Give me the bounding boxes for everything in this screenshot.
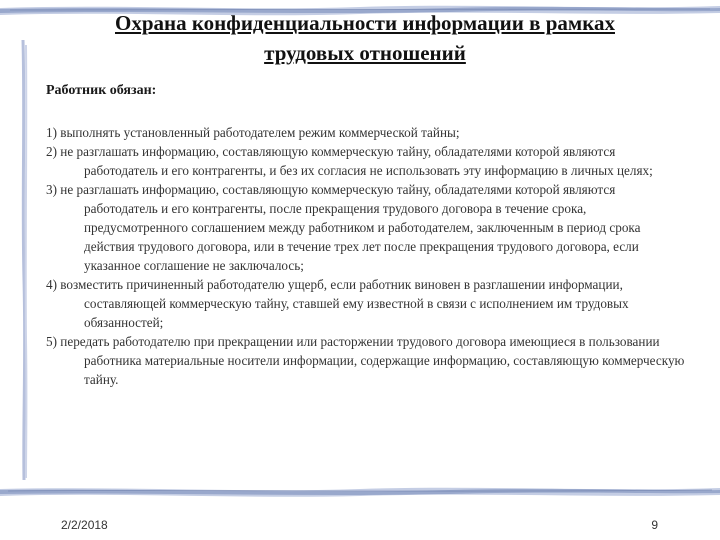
list-item: 1) выполнять установленный работодателем режим коммерческой тайны; (46, 125, 460, 140)
list-item: 5) передать работодателю при прекращении или расторжении трудового договора имеющиеся в пользовании работника материальные носители информации, содержащие информацию, составляющую коммерческую тайну. (46, 334, 685, 387)
obligations-list (46, 123, 686, 389)
page-number: 9 (651, 518, 658, 532)
list-item: 4) возместить причиненный работодателю ущерб, если работник виновен в разглашении информации, составляющей коммерческую тайну, ставшей ему известной в связи с исполнением им трудовых обязанностей; (46, 277, 629, 330)
bottom-brush-decoration (0, 480, 720, 502)
list-item: 2) не разглашать информацию, составляющую коммерческую тайну, обладателями которой являются работодатель и его контрагенты, и без их согласия не использовать эту информацию в личных целях; (46, 144, 653, 178)
subheading: Работник обязан: (46, 83, 157, 98)
left-vertical-rule (18, 40, 32, 480)
slide-title: Охрана конфиденциальности информации в рамках трудовых отношений (115, 11, 615, 65)
footer-date: 2/2/2018 (61, 518, 108, 532)
list-item: 3) не разглашать информацию, составляющую коммерческую тайну, обладателями которой являются работодатель и его контрагенты, после прекращения трудового договора в течение срока, предусмотренного соглашением между работником и работодателем, заключенным в период срока действия трудового договора, или в течение трех лет после прекращения трудового договора, если указанное соглашение не заключалось; (46, 182, 641, 273)
